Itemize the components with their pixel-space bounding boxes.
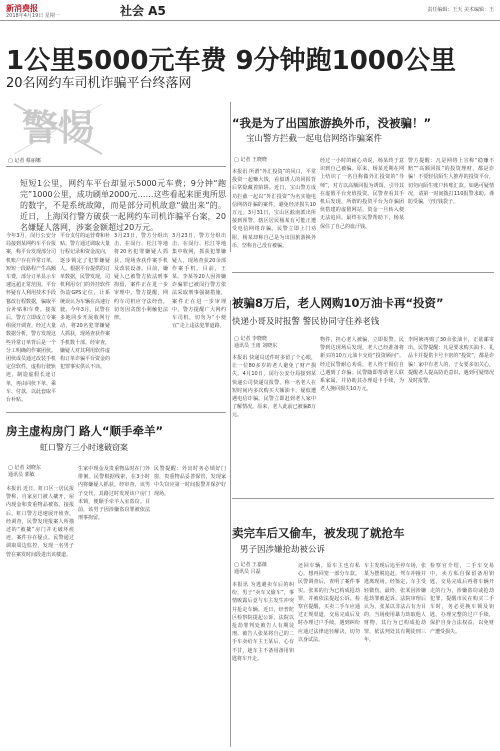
date-line: 2018年4月19日 星期一: [6, 13, 60, 19]
divider: [232, 272, 494, 273]
editor-line: 责任编辑：王天 美术编辑：王: [427, 7, 494, 13]
divider: [6, 166, 226, 167]
car-text-4: 检察官介绍，二手车交易中，卖方私自保留备用钥匙，交易完成后再将车辆开走的行为，涉嫌盗窃或抢劫犯罪。提醒市民在购买二手车时，务必更换车锁及钥匙，办理完整的过户手续，保护自身合法权益，以免财产遭受损失。: [430, 563, 494, 635]
car-article-subtitle: 男子因涉嫌抢劫被公诉: [240, 545, 326, 555]
oilcard-article-title: 被骗8万后，老人网购10万油卡再“投资”: [232, 296, 444, 310]
main-column-2: 平台支付的运营费和补贴。警方通过调取大量行程记录和资金流向，逐步锁定了犯罪嫌疑人。根据平台提供的订单数据，民警发现，司机利用专门的外挂软件伪造GPS定位，让系统误认为车辆在高速行驶。今年3月，民警在多地同步开展收网行动，将20名犯罪嫌疑人抓获，现场查获作案手机数十部。经审查，嫌疑人对其利用软件虚构订单诈骗平台资金的犯罪事实供认不讳。: [60, 233, 110, 371]
main-column-4: 3月23日，警方分组出击，在闵行、松江等地集中收网，抓获犯罪嫌疑人，现场查获20余部作案手机。目前，王某、李某等20人因涉嫌诈骗罪已被闵行警方依法采取刑事强制措施，案件正在进一步审理中。警方提醒广大网约车司机，切勿为“小便宜”走上违法犯罪道路。: [172, 233, 226, 330]
oilcard-article-subtitle: 快递小哥及时报警 警民协同守住养老钱: [232, 317, 380, 327]
main-subhead: 20名网约车司机诈骗平台终落网: [6, 76, 192, 91]
car-text-3: 车主发现后追至停车场，张某为摆脱追赶，驾车冲撞并逃离现场。经鉴定，车主受轻微伤。最终，张某因涉嫌抢劫罪被起诉。法院审理后认为，张某以非法占有为目的，当场使用暴力劫取他人财物，其行为已构成抢劫罪，依法判处其有期徒刑三年。: [364, 563, 426, 643]
oilcard-text-2: 物件，担心老人被骗，立即报警。民警到达现场后发现，老人已经准备将新买的10万元油卡交给“投资顾问”。经过民警耐心劝说，老人终于相信自己遇到了诈骗。民警随即帮助老人联系家属，并协助其办理退卡手续，为老人挽回损失10万元。: [320, 337, 404, 393]
art-text: 警惕: [21, 107, 95, 149]
landlord-article-subtitle: 虹口警方三小时速破窃案: [40, 443, 128, 452]
tourism-article-subtitle: 宝山警方拦截一起电信网络诈骗案件: [246, 134, 383, 144]
car-article-title: 卖完车后又偷车，被发现了就抢车: [232, 526, 405, 540]
oilcard-text-1: 本报讯 快递员送件时多留了个心眼，让一位80多岁的老人避免了财产损失。4月10日，闵行公安分局接到某快递公司快递员报警，称一名老人在短时间内多次购买大额油卡，疑似遭遇电信诈骗。民警立即赶到老人家中了解情况。原来，老人此前已被骗8万元。: [232, 355, 316, 419]
divider: [232, 498, 494, 499]
car-byline: ▢ 记者 王嘉薇 通讯员 吕磊: [234, 562, 267, 575]
column-divider: [230, 300, 231, 747]
tourism-text-1: 本报讯 所谓“外汇投资”的风口，平常投资一起赚大钱，看似诱人的回报背后常隐藏着陷阱。近日，宝山警方成功拦截一起以“外汇投资”为名实施电信网络诈骗的案件，避免经济损失10万元。3月31日，宝山区淞南派出所接到预警，辖区居民杨某有可能正遭受电信网络诈骗。民警立即上门劝阻，杨某却称自己是为出国旅游换外币，坚称自己没有被骗。: [232, 169, 316, 249]
landlord-text-1: 本报讯 近日，虹口区一居民报警称，自家房门被人撬开，屋内现金和贵重物品被盗。接报后，虹口警方迅速展开侦查。经调查，民警发现报案人所描述的“被撬”房门并无破坏痕迹，案件存在疑点。民警通过调取周边监控，发现一名男子曾在案发时间段进出该楼道。: [6, 486, 74, 558]
main-lead: 短短1公里，网约车平台却显示5000元车费；9分钟“跑完”1000公里，成功刷单2000元……这些看起来匪夷所思的数字，不是系统故障，而是部分司机故意“做出来”的。近日，上海闵行警方破获一起网约车司机诈骗平台案，20名嫌疑人落网，涉案金额超过20万元。: [20, 179, 226, 232]
main-byline: ▢ 记者 蔡丽娜: [8, 158, 41, 164]
landlord-article-title: 房主虚构房门 路人“顺手牵羊”: [6, 424, 164, 438]
main-headline: 1公里5000元车费 9分钟跑1000公里: [6, 46, 456, 76]
tourism-byline: ▢ 记者 王晓晓: [234, 157, 267, 163]
oilcard-byline: ▢ 记者 李晓晓 通讯员 王雨 刘晓东: [234, 336, 278, 349]
car-text-1: 本报讯 为逃避卖车后的纠纷，男子“卖车又偷车”，事情败露后竟与车主发生冲突并抢走车辆。近日，经普陀区检察院提起公诉，法院以抢劫罪判处被告人有期徒刑。被告人张某将自己的二手车卖给车主王某后，心有不甘，趁车主不备用备用钥匙将车开走。: [232, 582, 294, 662]
tourism-article-title: “我是为了出国旅游换外币，没被骗！”: [232, 116, 432, 130]
main-column-3: 3月23日，警方分组出击，在闵行、松江等地将20名犯罪嫌疑人抓获，现场查获作案手机及改装设备。目前，嫌疑人已被警方依法刑事拘留，案件正在进一步审理中。警方提醒，网约车司机应守法经营，切勿因贪图小利触犯法律。: [114, 233, 168, 322]
tourism-text-2: 经过一小时的耐心劝说，杨某终于意识到自己被骗。原来，杨某近期在网上结识了一名自称做外汇投资的“导师”，对方以高额回报为诱饵，引导其在虚假平台充值投资。民警查看其手机后发现，所谓的投资平台为诈骗团伙搭建的虚假网站，资金一旦转入便无法追回。最终在民警帮助下，杨某保住了自己的血汗钱。: [320, 158, 404, 230]
landlord-byline: ▢ 记者 刘晓东 通讯员 郭敏: [8, 465, 41, 478]
car-text-2: 还回车辆。原车主也有私心，想再回笼一部分车款。民警调查后，查明了案件事实。张某的行为已构成抢劫罪，并被依法提起公诉。检察官提醒，买卖二手车应通过正规渠道，交易完成后及时办理过户手续，遇到纠纷应通过法律途径解决，切勿以身试法。: [298, 563, 360, 643]
divider: [6, 412, 226, 413]
oilcard-text-3: 李阿姨再购了30余张油卡，正欲邮寄出。民警提醒：凡是要求购买油卡、礼品卡并提供卡号卡密的“投资”，都是诈骗！家中有老人的，子女要多加关心，提醒老人提高防范意识，遇到可疑情况及时报警。: [408, 337, 494, 385]
main-column-1: 今年3月，闵行公安分局接到某网约车平台报案，称平台发现部分司机账户存在异常订单，短短一段路程产生高额车费，部分订单显示车速远超正常范围。平台怀疑有人利用技术手段篡改行程数据，骗取平台补贴和车费。接报后，警方立即成立专案组展开调查。经过大量数据分析，警方发现这些异常订单背后是一个分工明确的作案团伙。团伙成员通过改装手机定位软件，虚构行驶轨迹，制造虚假长途订单，再由同伙下单、乘车、付款，以此套取平台补贴。: [6, 233, 56, 404]
paper-name: 新消费报: [6, 4, 38, 13]
page-header: [0, 0, 500, 21]
landlord-text-3: 民警提醒：外出时务必锁好门窗，贵重物品妥善保管，发现家中失窃应第一时间报警并保护好现场。: [154, 466, 226, 497]
section-title: 社会 A5: [120, 4, 166, 18]
column-divider: [230, 102, 231, 252]
caution-illustration: [6, 96, 110, 162]
landlord-text-2: 生家中现金及贵重物品时在门外徘徊。民警根据线索，在3小时内将嫌疑人抓获。经审查，该男子交代，其路过时发现该户房门未锁，便顺手牵羊入室盗窃。目前，该男子因涉嫌盗窃罪被依法刑事拘留。: [78, 466, 150, 522]
tourism-text-3: 警方提醒：凡是网络上宣称“稳赚不赔”“高额回报”的投资理财，都是诈骗！不要轻信陌生人推荐的投资平台，切勿向陌生账户转账汇款。如遇可疑情况，请第一时间拨打110报警求助。谨防受骗，守好钱袋子。: [408, 158, 494, 206]
